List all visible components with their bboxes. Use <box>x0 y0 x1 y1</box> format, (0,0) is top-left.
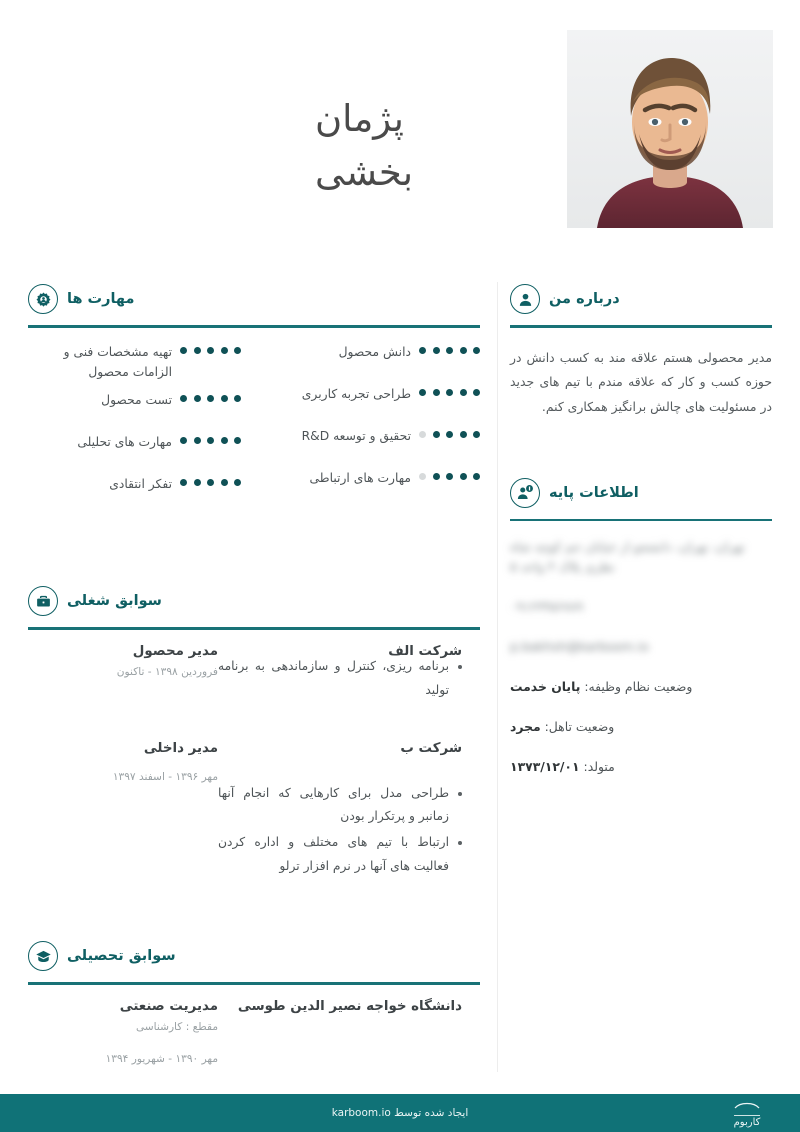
birthdate-label: متولد: <box>583 758 615 774</box>
skill-dot <box>460 347 467 354</box>
skill-dot <box>460 473 467 480</box>
section-about <box>510 282 772 420</box>
skill-dot <box>180 479 187 486</box>
skill-label: تحقیق و توسعه R&D <box>301 428 411 443</box>
skill-dot <box>194 395 201 402</box>
section-skills <box>28 282 480 516</box>
basic-info-email: p.bakhsh@karboom.io <box>510 638 649 654</box>
job-bullet: برنامه ریزی، کنترل و سازماندهی به برنامه تولید <box>218 655 462 703</box>
skill-dot <box>234 437 241 444</box>
basic-info-phone: ۰۹۱۲۳۴۵۶۷۸۹ <box>510 599 584 615</box>
basic-info-address: تهران، تهران، دانشجو از خیابان جم کوچه شاه نظری پلاک ۴ واحد ۵ <box>510 539 745 575</box>
section-experience <box>28 584 480 881</box>
skill-dot <box>194 347 201 354</box>
briefcase-icon <box>28 586 58 616</box>
name-last: بخشی <box>315 150 414 194</box>
skill-label: طراحی تجربه کاربری <box>301 386 411 401</box>
graduation-cap-icon <box>28 941 58 971</box>
footer-credit: ایجاد شده توسط karboom.io <box>331 1107 469 1119</box>
skill-dot <box>221 479 228 486</box>
skill-dot <box>234 347 241 354</box>
skill-dot <box>433 473 440 480</box>
job-organization: شرکت الف <box>388 643 462 659</box>
about-text: مدیر محصولی هستم علاقه مند به کسب دانش در حوزه کسب و کار که علاقه مندم با تیم های جدید در مسئولیت های چالش برانگیز همکاری کنم. <box>510 349 772 415</box>
footer <box>0 1094 800 1132</box>
skill-item <box>28 342 241 383</box>
skill-dot <box>473 347 480 354</box>
skills-grid <box>28 342 480 517</box>
skill-dot <box>433 431 440 438</box>
education-header <box>28 939 480 973</box>
experience-title: سوابق شغلی <box>67 593 162 610</box>
skill-rating <box>419 384 480 396</box>
experience-entry-body <box>28 655 480 705</box>
about-header <box>510 282 772 316</box>
experience-entry <box>28 741 480 882</box>
avatar <box>567 30 773 228</box>
job-period: مهر ۱۳۹۶ - اسفند ۱۳۹۷ <box>112 770 218 783</box>
skill-dot <box>194 479 201 486</box>
skill-label: تست محصول <box>101 393 172 408</box>
skill-rating <box>180 432 241 444</box>
military-status-label: وضعیت نظام وظیفه: <box>584 678 693 694</box>
candidate-name <box>315 92 515 199</box>
skill-dot <box>207 395 214 402</box>
skill-dot <box>207 479 214 486</box>
experience-entry-body <box>28 760 480 882</box>
skill-dot <box>473 431 480 438</box>
skill-dot <box>446 389 453 396</box>
skill-rating <box>180 390 241 402</box>
experience-rule <box>28 627 480 630</box>
skill-rating <box>419 342 480 354</box>
skill-item <box>267 468 480 502</box>
skill-item <box>28 474 241 508</box>
basic-info-rule <box>510 519 772 522</box>
skill-rating <box>419 426 480 438</box>
skills-title: مهارت ها <box>67 291 135 307</box>
experience-entry <box>28 644 480 705</box>
skills-header <box>28 282 480 316</box>
skill-dot <box>207 437 214 444</box>
skill-rating <box>180 474 241 486</box>
skill-dot <box>221 437 228 444</box>
education-institution: دانشگاه خواجه نصیر الدین طوسی <box>237 998 462 1014</box>
birthdate-value: ۱۳۷۳/۱۲/۰۱ <box>510 758 580 774</box>
skill-dot <box>433 347 440 354</box>
basic-info-header <box>510 476 772 510</box>
side-column <box>510 282 772 796</box>
name-first: پژمان <box>315 97 404 140</box>
skills-column-primary <box>28 342 241 517</box>
skill-item <box>267 384 480 418</box>
logo-arc-icon <box>734 1101 760 1109</box>
skill-label: مهارت های ارتباطی <box>309 470 411 485</box>
skill-label: تهیه مشخصات فنی و الزامات محصول <box>63 344 172 379</box>
section-education <box>28 939 480 1069</box>
skill-dot <box>446 431 453 438</box>
job-role: مدیر محصول <box>132 643 218 659</box>
about-rule <box>510 325 772 328</box>
education-degree: مقطع : کارشناسی <box>135 1020 218 1033</box>
skill-dot <box>419 389 426 396</box>
person-icon <box>510 284 540 314</box>
marital-status-value: مجرد <box>510 718 541 734</box>
skill-item <box>28 432 241 466</box>
skill-dot <box>194 437 201 444</box>
education-field: مدیریت صنعتی <box>119 998 218 1014</box>
skill-dot <box>446 473 453 480</box>
karboom-logo <box>717 1101 777 1129</box>
skill-dot <box>234 479 241 486</box>
education-rule <box>28 982 480 985</box>
basic-info-title: اطلاعات پایه <box>549 484 639 501</box>
skill-dot <box>180 437 187 444</box>
skill-label: تفکر انتقادی <box>109 477 172 492</box>
education-entry <box>28 999 480 1069</box>
skill-dot <box>433 389 440 396</box>
skill-dot <box>473 389 480 396</box>
skill-dot <box>419 473 426 480</box>
skill-item <box>267 426 480 460</box>
skills-rule <box>28 325 480 328</box>
education-title: سوابق تحصیلی <box>67 948 176 965</box>
skill-dot <box>419 431 426 438</box>
job-bullets <box>218 655 480 705</box>
id-badge-icon <box>510 478 540 508</box>
marital-status-label: وضعیت تاهل: <box>544 718 615 734</box>
job-bullet: طراحی مدل برای کارهایی که انجام آنها زمانبر و پرتکرار بودن <box>218 782 462 830</box>
job-period: فروردین ۱۳۹۸ - تاکنون <box>116 665 218 678</box>
job-bullets <box>218 782 480 882</box>
education-meta <box>28 1017 218 1069</box>
experience-header <box>28 584 480 618</box>
job-bullet: ارتباط با تیم های مختلف و اداره کردن فعالیت های آنها در نرم افزار ترلو <box>218 831 462 879</box>
education-entry-body <box>28 1010 480 1069</box>
basic-info-birthdate <box>510 757 772 777</box>
basic-info-marital-status <box>510 717 772 737</box>
skill-dot <box>446 347 453 354</box>
skill-dot <box>419 347 426 354</box>
skill-dot <box>473 473 480 480</box>
skill-dot <box>207 347 214 354</box>
skill-rating <box>180 342 241 354</box>
skill-dot <box>460 389 467 396</box>
about-title: درباره من <box>549 291 620 307</box>
basic-info-military-status <box>510 677 772 697</box>
job-role: مدیر داخلی <box>143 740 218 756</box>
skill-dot <box>221 347 228 354</box>
skill-label: مهارت های تحلیلی <box>77 435 172 450</box>
header <box>0 0 800 258</box>
military-status-value: پایان خدمت <box>510 678 581 694</box>
skill-dot <box>234 395 241 402</box>
skill-item <box>267 342 480 376</box>
column-divider <box>497 282 498 1072</box>
section-basic-info <box>510 476 772 776</box>
logo-wordmark: کاربوم <box>733 1117 761 1128</box>
skill-dot <box>180 347 187 354</box>
education-period: مهر ۱۳۹۰ - شهریور ۱۳۹۴ <box>105 1053 218 1065</box>
skill-dot <box>460 431 467 438</box>
main-column <box>28 282 480 1081</box>
skill-dot <box>221 395 228 402</box>
gear-icon <box>28 284 58 314</box>
experience-entry-heading <box>28 741 480 756</box>
skill-dot <box>180 395 187 402</box>
skill-label: دانش محصول <box>338 344 411 359</box>
job-organization: شرکت ب <box>400 740 462 756</box>
basic-info-list <box>510 537 772 776</box>
skill-item <box>28 390 241 424</box>
skill-rating <box>419 468 480 480</box>
skills-column-secondary <box>267 342 480 517</box>
